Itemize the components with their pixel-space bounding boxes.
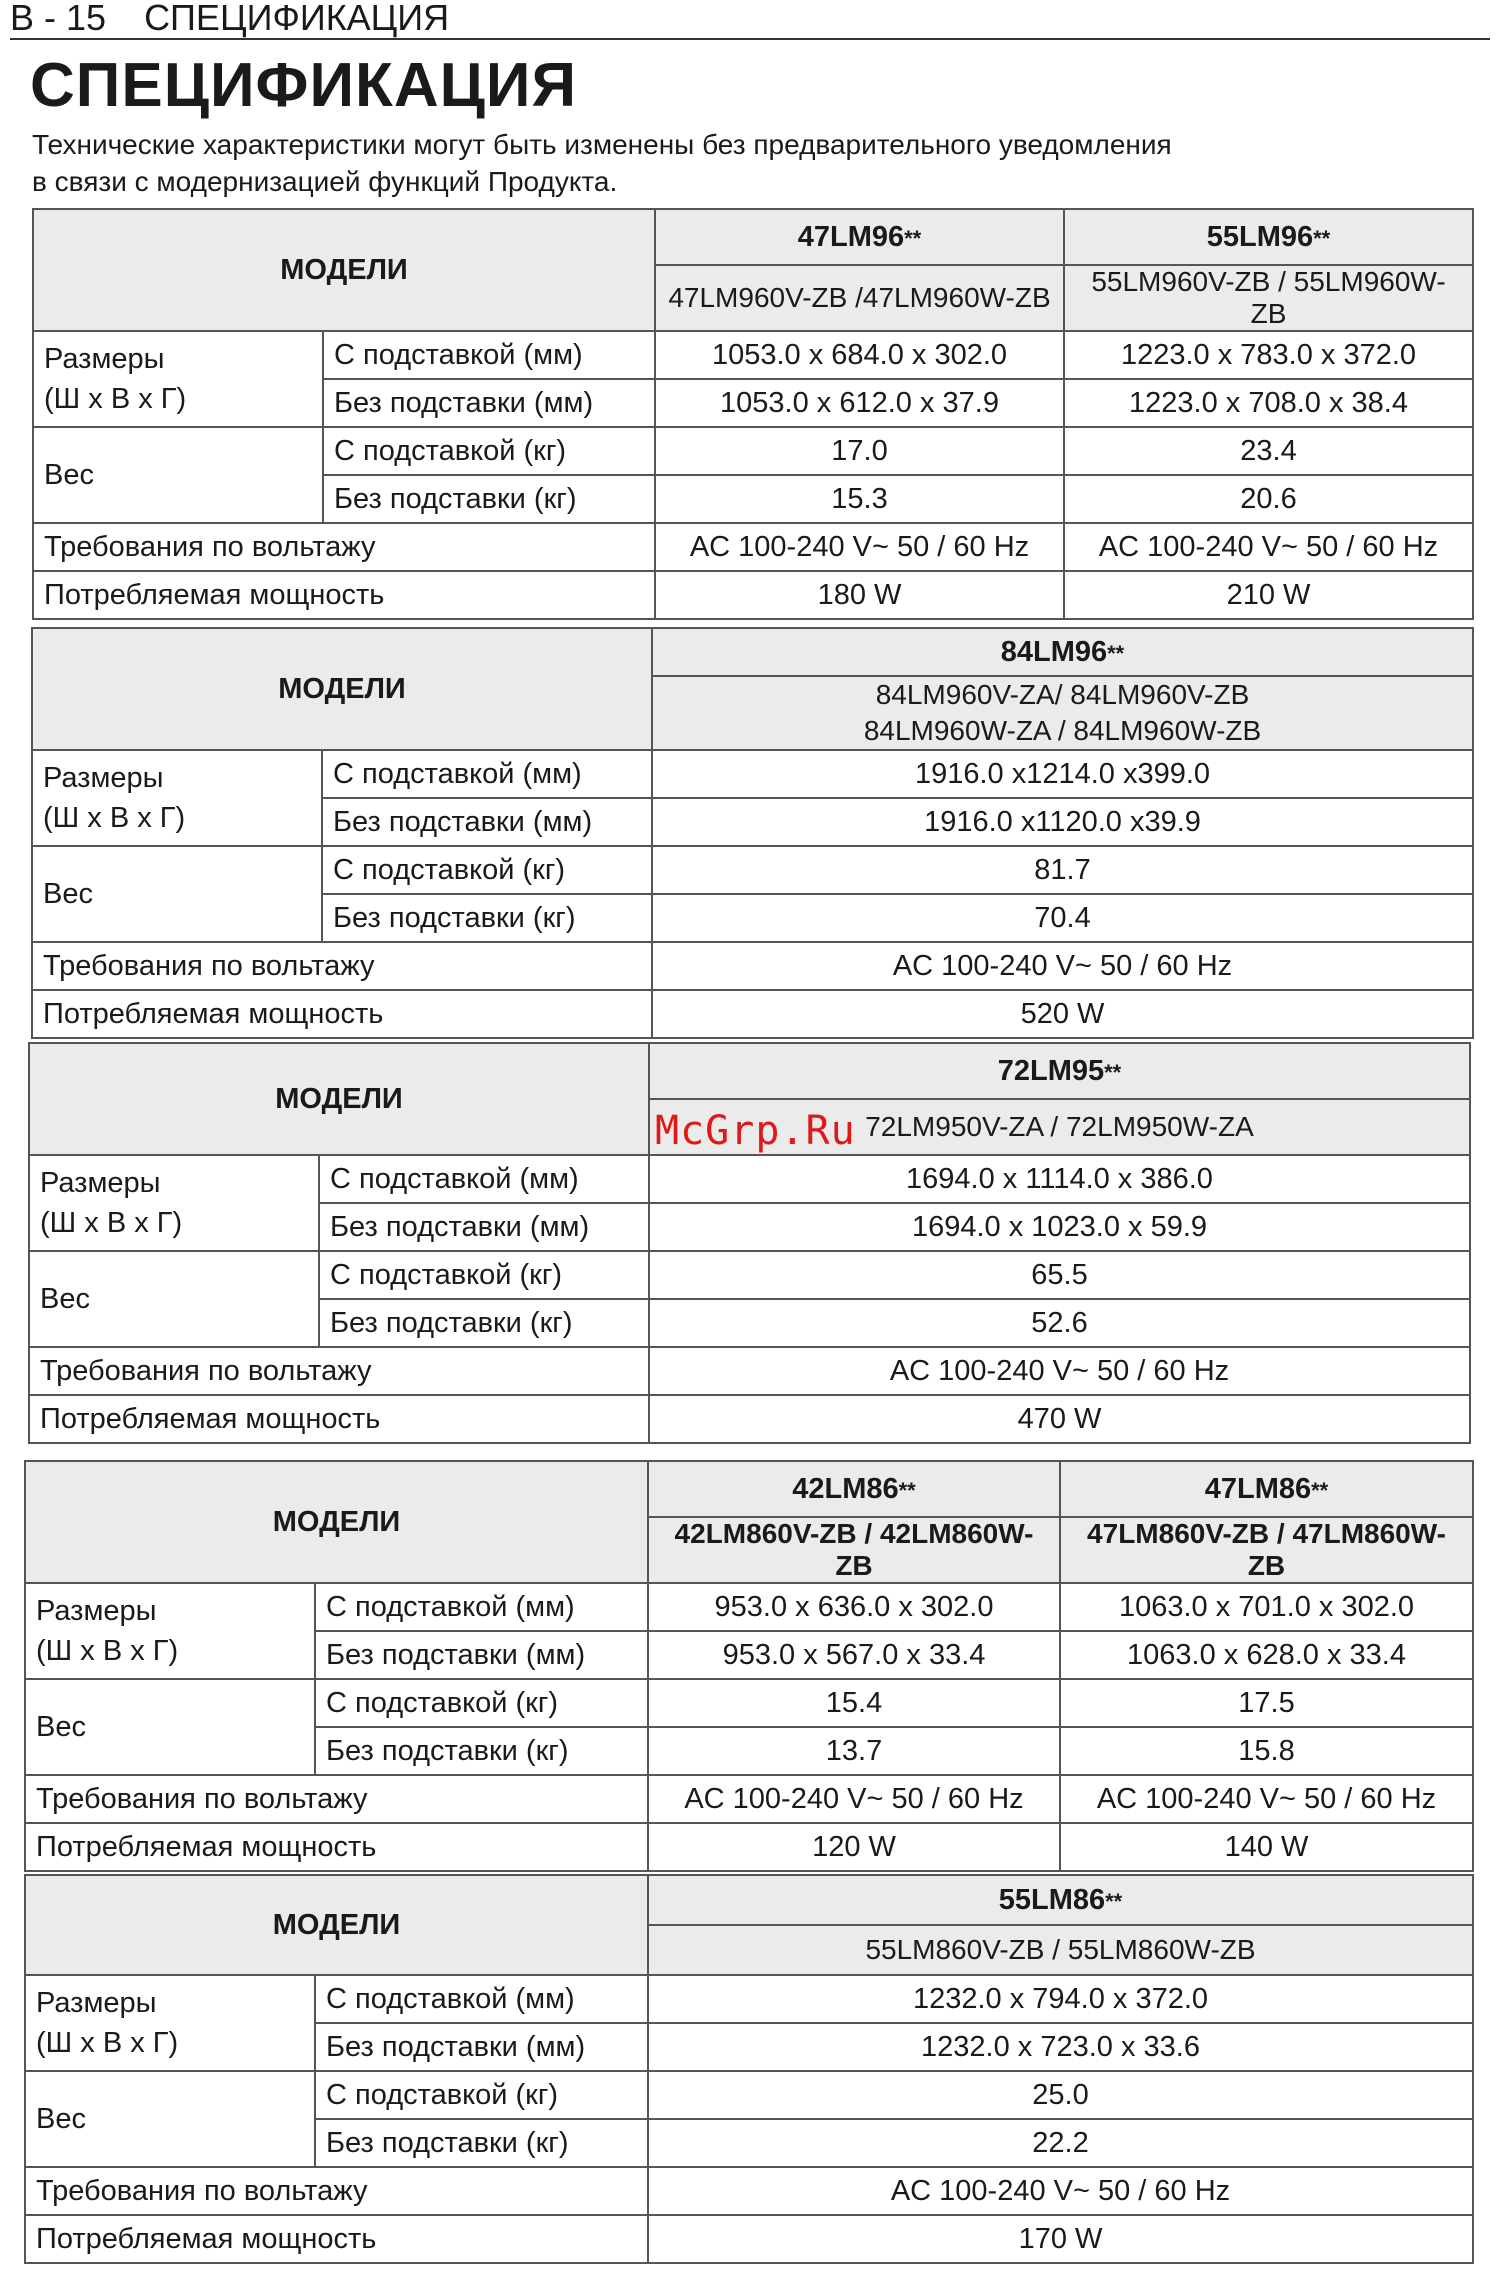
weight-label: Вес bbox=[33, 427, 323, 523]
power-label: Потребляемая мощность bbox=[29, 1395, 649, 1443]
table-cell: 170 W bbox=[648, 2215, 1473, 2263]
table-cell: 210 W bbox=[1064, 571, 1473, 619]
dim-without-stand-label: Без подставки (мм) bbox=[322, 798, 652, 846]
power-label: Потребляемая мощность bbox=[32, 990, 652, 1038]
table-cell: AC 100-240 V~ 50 / 60 Hz bbox=[648, 2167, 1473, 2215]
voltage-label: Требования по вольтажу bbox=[29, 1347, 649, 1395]
intro-line-1: Технические характеристики могут быть изменены без предварительного уведомления bbox=[32, 129, 1172, 160]
power-label: Потребляемая мощность bbox=[25, 1823, 648, 1871]
table-cell: 22.2 bbox=[648, 2119, 1473, 2167]
models-header: МОДЕЛИ bbox=[33, 209, 655, 331]
table-cell: 1916.0 x1214.0 x399.0 bbox=[652, 750, 1473, 798]
table-cell: AC 100-240 V~ 50 / 60 Hz bbox=[1064, 523, 1473, 571]
watermark: McGrp.Ru bbox=[655, 1108, 856, 1154]
table-cell: AC 100-240 V~ 50 / 60 Hz bbox=[648, 1775, 1060, 1823]
dim-without-stand-label: Без подставки (мм) bbox=[315, 1631, 648, 1679]
dim-with-stand-label: С подставкой (мм) bbox=[315, 1583, 648, 1631]
table-cell: 953.0 x 567.0 x 33.4 bbox=[648, 1631, 1060, 1679]
model-name: 55LM86** bbox=[648, 1875, 1473, 1925]
model-name: 55LM96** bbox=[1064, 209, 1473, 265]
table-cell: 15.4 bbox=[648, 1679, 1060, 1727]
dim-without-stand-label: Без подставки (мм) bbox=[319, 1203, 649, 1251]
table-cell: 52.6 bbox=[649, 1299, 1470, 1347]
power-label: Потребляемая мощность bbox=[25, 2215, 648, 2263]
spec-table-47lm96-55lm96 bbox=[32, 208, 1474, 620]
weight-with-stand-label: С подставкой (кг) bbox=[315, 1679, 648, 1727]
table-cell: AC 100-240 V~ 50 / 60 Hz bbox=[1060, 1775, 1473, 1823]
weight-without-stand-label: Без подставки (кг) bbox=[319, 1299, 649, 1347]
table-cell: 15.8 bbox=[1060, 1727, 1473, 1775]
table-cell: 520 W bbox=[652, 990, 1473, 1038]
table-cell: 120 W bbox=[648, 1823, 1060, 1871]
weight-label: Вес bbox=[25, 2071, 315, 2167]
table-cell: 20.6 bbox=[1064, 475, 1473, 523]
dim-with-stand-label: С подставкой (мм) bbox=[315, 1975, 648, 2023]
intro-line-2: в связи с модернизацией функций Продукта. bbox=[32, 166, 618, 197]
page-title: СПЕЦИФИКАЦИЯ bbox=[30, 51, 578, 120]
voltage-label: Требования по вольтажу bbox=[25, 2167, 648, 2215]
model-variants: 55LM960V-ZB / 55LM960W-ZB bbox=[1064, 265, 1473, 331]
weight-without-stand-label: Без подставки (кг) bbox=[323, 475, 655, 523]
weight-with-stand-label: С подставкой (кг) bbox=[322, 846, 652, 894]
dim-without-stand-label: Без подставки (мм) bbox=[315, 2023, 648, 2071]
section-name: СПЕЦИФИКАЦИЯ bbox=[144, 0, 450, 38]
weight-without-stand-label: Без подставки (кг) bbox=[322, 894, 652, 942]
dim-with-stand-label: С подставкой (мм) bbox=[322, 750, 652, 798]
table-cell: AC 100-240 V~ 50 / 60 Hz bbox=[652, 942, 1473, 990]
dimensions-label: Размеры (Ш x В x Г) bbox=[29, 1155, 319, 1251]
page-number: B - 15 bbox=[10, 0, 107, 38]
dim-without-stand-label: Без подставки (мм) bbox=[323, 379, 655, 427]
table-cell: AC 100-240 V~ 50 / 60 Hz bbox=[649, 1347, 1470, 1395]
spec-table-72lm95 bbox=[28, 1042, 1471, 1444]
spec-table-84lm96 bbox=[31, 627, 1474, 1039]
model-name: 72LM95** bbox=[649, 1043, 1470, 1099]
table-cell: 1223.0 x 783.0 x 372.0 bbox=[1064, 331, 1473, 379]
dimensions-label: Размеры (Ш x В x Г) bbox=[25, 1975, 315, 2071]
models-header: МОДЕЛИ bbox=[29, 1043, 649, 1155]
table-cell: AC 100-240 V~ 50 / 60 Hz bbox=[655, 523, 1064, 571]
table-cell: 23.4 bbox=[1064, 427, 1473, 475]
weight-without-stand-label: Без подставки (кг) bbox=[315, 2119, 648, 2167]
table-cell: 1232.0 x 723.0 x 33.6 bbox=[648, 2023, 1473, 2071]
spec-table-42lm86-47lm86 bbox=[24, 1460, 1474, 1872]
weight-label: Вес bbox=[25, 1679, 315, 1775]
model-variants: 47LM860V-ZB / 47LM860W-ZB bbox=[1060, 1517, 1473, 1583]
table-cell: 70.4 bbox=[652, 894, 1473, 942]
model-name: 47LM96** bbox=[655, 209, 1064, 265]
models-header: МОДЕЛИ bbox=[25, 1461, 648, 1583]
power-label: Потребляемая мощность bbox=[33, 571, 655, 619]
table-cell: 65.5 bbox=[649, 1251, 1470, 1299]
table-cell: 1223.0 x 708.0 x 38.4 bbox=[1064, 379, 1473, 427]
table-cell: 1063.0 x 701.0 x 302.0 bbox=[1060, 1583, 1473, 1631]
table-cell: 1053.0 x 612.0 x 37.9 bbox=[655, 379, 1064, 427]
table-cell: 25.0 bbox=[648, 2071, 1473, 2119]
voltage-label: Требования по вольтажу bbox=[33, 523, 655, 571]
table-cell: 17.5 bbox=[1060, 1679, 1473, 1727]
table-cell: 1694.0 x 1114.0 x 386.0 bbox=[649, 1155, 1470, 1203]
weight-label: Вес bbox=[32, 846, 322, 942]
table-cell: 15.3 bbox=[655, 475, 1064, 523]
table-cell: 470 W bbox=[649, 1395, 1470, 1443]
table-cell: 953.0 x 636.0 x 302.0 bbox=[648, 1583, 1060, 1631]
table-cell: 1916.0 x1120.0 x39.9 bbox=[652, 798, 1473, 846]
weight-with-stand-label: С подставкой (кг) bbox=[323, 427, 655, 475]
model-variants: 72LM950V-ZA / 72LM950W-ZA bbox=[649, 1099, 1470, 1155]
table-cell: 1053.0 x 684.0 x 302.0 bbox=[655, 331, 1064, 379]
weight-with-stand-label: С подставкой (кг) bbox=[315, 2071, 648, 2119]
model-variants: 84LM960V-ZA/ 84LM960V-ZB 84LM960W-ZA / 84LM960W-ZB bbox=[652, 676, 1473, 750]
table-cell: 1694.0 x 1023.0 x 59.9 bbox=[649, 1203, 1470, 1251]
voltage-label: Требования по вольтажу bbox=[32, 942, 652, 990]
table-cell: 1063.0 x 628.0 x 33.4 bbox=[1060, 1631, 1473, 1679]
weight-label: Вес bbox=[29, 1251, 319, 1347]
model-variants: 55LM860V-ZB / 55LM860W-ZB bbox=[648, 1925, 1473, 1975]
model-name: 84LM96** bbox=[652, 628, 1473, 676]
dim-with-stand-label: С подставкой (мм) bbox=[323, 331, 655, 379]
table-cell: 180 W bbox=[655, 571, 1064, 619]
table-cell: 140 W bbox=[1060, 1823, 1473, 1871]
table-cell: 81.7 bbox=[652, 846, 1473, 894]
voltage-label: Требования по вольтажу bbox=[25, 1775, 648, 1823]
weight-with-stand-label: С подставкой (кг) bbox=[319, 1251, 649, 1299]
model-variants: 42LM860V-ZB / 42LM860W-ZB bbox=[648, 1517, 1060, 1583]
model-name: 47LM86** bbox=[1060, 1461, 1473, 1517]
table-cell: 13.7 bbox=[648, 1727, 1060, 1775]
dim-with-stand-label: С подставкой (мм) bbox=[319, 1155, 649, 1203]
weight-without-stand-label: Без подставки (кг) bbox=[315, 1727, 648, 1775]
dimensions-label: Размеры (Ш x В x Г) bbox=[33, 331, 323, 427]
models-header: МОДЕЛИ bbox=[25, 1875, 648, 1975]
models-header: МОДЕЛИ bbox=[32, 628, 652, 750]
spec-table-55lm86 bbox=[24, 1874, 1474, 2264]
page-header bbox=[10, 0, 1490, 40]
table-cell: 17.0 bbox=[655, 427, 1064, 475]
intro-text bbox=[32, 126, 1432, 200]
model-name: 42LM86** bbox=[648, 1461, 1060, 1517]
model-variants: 47LM960V-ZB /47LM960W-ZB bbox=[655, 265, 1064, 331]
dimensions-label: Размеры (Ш x В x Г) bbox=[25, 1583, 315, 1679]
table-cell: 1232.0 x 794.0 x 372.0 bbox=[648, 1975, 1473, 2023]
dimensions-label: Размеры (Ш x В x Г) bbox=[32, 750, 322, 846]
